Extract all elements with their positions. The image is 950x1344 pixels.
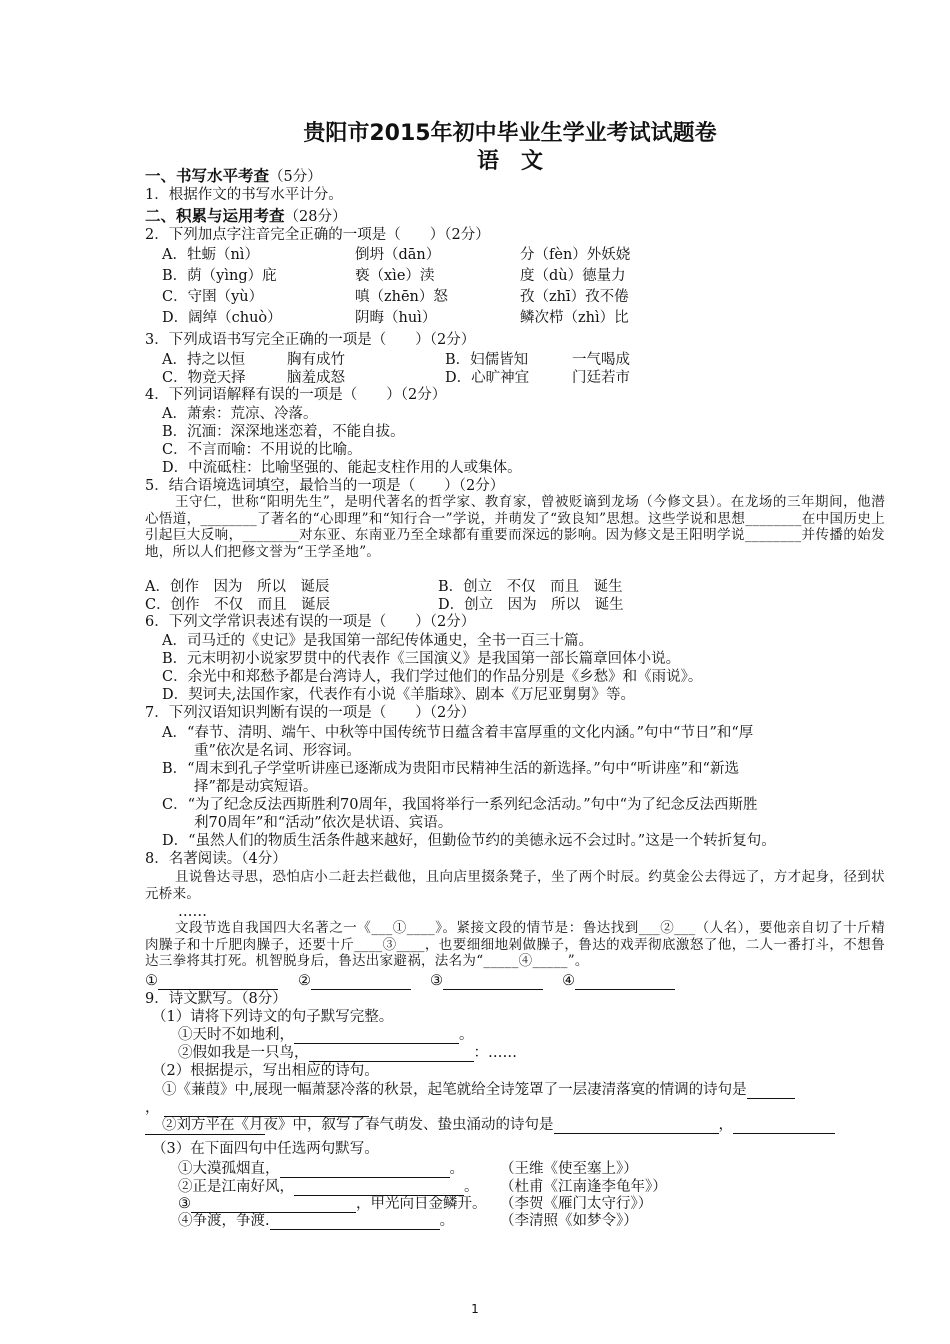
q9-1b-end: ：…… (473, 1045, 517, 1061)
question-7-stem: 7．下列汉语知识判断有误的一项是（ ）（2分） (145, 705, 476, 721)
q7-option-c-cont: 利70周年”和“活动”依次是状语、宾语。 (194, 815, 453, 831)
q4-option-a: A．萧索：荒凉、冷落。 (162, 406, 318, 422)
q9-2a-line2 (145, 1099, 369, 1117)
q9-1b (178, 1044, 517, 1062)
q9-3-line-3-pre: ③ (178, 1196, 191, 1212)
question-5-stem: 5．结合语境选词填空，最恰当的一项是（ ）（2分） (145, 478, 505, 494)
q8-answer-4[interactable] (562, 972, 675, 990)
q9-1a (178, 1026, 474, 1044)
option-a2: 倒坍（dān） (355, 247, 441, 263)
question-1: 1．根据作文的书写水平计分。 (145, 187, 343, 203)
q9-2a (162, 1081, 795, 1099)
q9-2b-blank-2[interactable] (733, 1119, 835, 1134)
q9-3-line-2-source: （杜甫《江南逢李龟年》） (500, 1179, 667, 1195)
q6-option-a: A．司马迁的《史记》是我国第一部纪传体通史，全书一百三十篇。 (162, 633, 593, 649)
q5-option-c: C．创作 不仅 而且 诞辰 (145, 597, 331, 613)
q7-option-b-cont: 择”都是动宾短语。 (194, 779, 318, 795)
q3-option-d: D．心旷神宜 (445, 370, 530, 386)
q3-option-d-2: 门廷若市 (572, 370, 630, 386)
q3-option-a: A．持之以恒 (162, 352, 245, 368)
q9-part-1: （1）请将下列诗文的句子默写完整。 (152, 1009, 394, 1025)
q8-answer-4-label: ④ (562, 973, 575, 989)
option-d1: D．阔绰（chuò） (162, 310, 282, 326)
option-c2: 嗔（zhēn）怒 (355, 289, 448, 305)
section-1-score: （5分） (269, 169, 322, 185)
section-2-title: 二、积累与运用考查 (145, 207, 285, 225)
section-2-score: （28分） (284, 209, 347, 225)
option-b2: 亵（xìe）渎 (355, 268, 435, 284)
q6-option-d: D．契诃夫,法国作家，代表作有小说《羊脂球》、剧本《万尼亚舅舅》等。 (162, 687, 635, 703)
q9-3-line-4-source: （李清照《如梦令》） (500, 1213, 638, 1229)
question-9-stem: 9．诗文默写。（8分） (145, 991, 287, 1007)
q9-2a-text: ①《蒹葭》中,展现一幅萧瑟冷落的秋景，起笔就给全诗笼罩了一层凄清落寞的情调的诗句是 (162, 1082, 747, 1098)
q9-2b-comma: ， (718, 1117, 733, 1133)
q4-option-c: C．不言而喻：不用说的比喻。 (162, 442, 362, 458)
q9-3-line-2-blank[interactable] (294, 1181, 464, 1196)
option-a3: 分（fèn）外妖娆 (520, 247, 631, 263)
q8-answer-2-label: ② (298, 973, 311, 989)
q8-answer-3-label: ③ (430, 973, 443, 989)
q8-answer-1[interactable] (145, 972, 278, 990)
q9-3-line-3-source: （李贺《雁门太守行》） (500, 1196, 653, 1212)
q9-3-line-1-pre: ①大漠孤烟直， (178, 1161, 280, 1177)
option-d2: 阴晦（huì） (355, 310, 437, 326)
q4-option-b: B．沉湎：深深地迷恋着，不能自拔。 (162, 424, 405, 440)
q3-option-b-2: 一气喝成 (572, 352, 630, 368)
q9-3-line-3 (178, 1195, 487, 1213)
q9-3-line-2 (178, 1178, 479, 1196)
option-c1: C．守圉（yù） (162, 289, 264, 305)
q9-2b-text: ②刘方平在《月夜》中，叙写了春气萌发、蛰虫涌动的诗句是 (162, 1117, 554, 1133)
q9-3-line-1-blank[interactable] (280, 1163, 450, 1178)
q3-option-a-2: 胸有成竹 (287, 352, 345, 368)
q9-2b (162, 1116, 835, 1134)
q9-2b-blank-3[interactable] (145, 1133, 265, 1135)
q9-2a-blank-1[interactable] (747, 1084, 795, 1099)
question-3-stem: 3．下列成语书写完全正确的一项是（ ）（2分） (145, 332, 476, 348)
q9-3-line-4-blank[interactable] (270, 1215, 440, 1230)
q5-option-a: A．创作 因为 所以 诞辰 (145, 579, 330, 595)
section-1-heading (145, 167, 322, 186)
option-a1: A．牡蛎（nì） (162, 247, 259, 263)
section-2-heading (145, 207, 346, 226)
q9-3-line-1-post: 。 (449, 1161, 464, 1177)
page-number: 1 (471, 1302, 479, 1316)
q6-option-b: B．元末明初小说家罗贯中的代表作《三国演义》是我国第一部长篇章回体小说。 (162, 651, 681, 667)
q3-option-c: C．物竞天择 (162, 370, 246, 386)
q9-3-line-2-pre: ②正是江南好风， (178, 1179, 294, 1195)
q9-2a-blank-2[interactable] (164, 1102, 369, 1117)
q9-3-line-3-blank[interactable] (191, 1198, 356, 1213)
q9-3-line-3-post: ，甲光向日金鳞开。 (356, 1196, 487, 1212)
q8-passage: 文段节选自我国四大名著之一《___①____》。紧接文段的情节是：鲁达找到___②___（人名），要他亲自切了十斤精肉臊子和十斤肥肉臊子，还要十斤____③____，也要细细地剁做臊子，鲁达的戏弄彻底激怒了他，二人一番打斗，不想鲁达三拳将其打死。机智脱身后，鲁达出家避祸，法名为“_____④_____”。 (145, 920, 885, 969)
q7-option-b: B．“周末到孔子学堂听讲座已逐渐成为贵阳市民精神生活的新选择。”句中“听讲座”和“新选 (162, 761, 739, 777)
q9-3-line-2-post: 。 (464, 1179, 479, 1195)
q7-option-c: C．“为了纪念反法西斯胜利70周年，我国将举行一系列纪念活动。”句中“为了纪念反法西斯胜 (162, 797, 758, 813)
q8-answer-2[interactable] (298, 972, 411, 990)
q3-option-b: B．妇儒皆知 (445, 352, 529, 368)
q8-ellipsis: …… (178, 904, 207, 920)
q4-option-d: D．中流砥柱：比喻坚强的、能起支柱作用的人或集体。 (162, 460, 522, 476)
q9-1a-blank[interactable] (294, 1029, 459, 1044)
q9-part-2: （2）根据提示，写出相应的诗句。 (152, 1063, 379, 1079)
q9-2a-comma: ， (145, 1100, 160, 1116)
q5-option-d: D．创立 因为 所以 诞生 (438, 597, 624, 613)
page-title: 贵阳市2015年初中毕业生学业考试试题卷 (303, 121, 717, 146)
q9-3-line-1-source: （王维《使至塞上》） (500, 1161, 638, 1177)
q9-3-line-1 (178, 1160, 464, 1178)
q8-answer-3[interactable] (430, 972, 543, 990)
q8-excerpt: 且说鲁达寻思，恐怕店小二赶去拦截他，且向店里掇条凳子，坐了两个时辰。约莫金公去得远了，方才起身，径到状元桥来。 (145, 869, 885, 902)
q3-option-c-2: 脑羞成怒 (287, 370, 345, 386)
q5-option-b: B．创立 不仅 而且 诞生 (438, 579, 623, 595)
question-4-stem: 4．下列词语解释有误的一项是（ ）（2分） (145, 387, 447, 403)
q9-1a-text: ①天时不如地利， (178, 1027, 294, 1043)
q6-option-c: C．余光中和郑愁予都是台湾诗人，我们学过他们的作品分别是《乡愁》和《雨说》。 (162, 669, 703, 685)
question-6-stem: 6．下列文学常识表述有误的一项是（ ）（2分） (145, 614, 476, 630)
q9-2b-blank-1[interactable] (554, 1119, 719, 1134)
option-c3: 孜（zhī）孜不倦 (520, 289, 629, 305)
subject-title: 语 文 (476, 149, 543, 174)
option-b1: B．荫（yìng）庇 (162, 268, 277, 284)
q9-1b-text: ②假如我是一只鸟， (178, 1045, 309, 1061)
q9-3-line-4 (178, 1212, 454, 1230)
q7-option-a: A．“春节、清明、端午、中秋等中国传统节日蕴含着丰富厚重的文化内涵。”句中“节日”和“厚 (162, 725, 754, 741)
q9-1b-blank[interactable] (309, 1047, 474, 1062)
question-2-stem: 2．下列加点字注音完全正确的一项是（ ）（2分） (145, 227, 490, 243)
q9-1a-end: 。 (459, 1027, 474, 1043)
q9-3-line-4-post: 。 (439, 1213, 455, 1229)
q9-3-line-4-pre: ④争渡，争渡. (178, 1213, 270, 1229)
section-1-title: 一、书写水平考查 (145, 167, 270, 185)
question-8-stem: 8．名著阅读。（4分） (145, 851, 287, 867)
q9-part-3: （3）在下面四句中任选两句默写。 (152, 1141, 379, 1157)
option-d3: 鳞次栉（zhì）比 (520, 310, 629, 326)
q8-answer-1-label: ① (145, 973, 158, 989)
q7-option-d: D．“虽然人们的物质生活条件越来越好，但勤俭节约的美德永远不会过时。”这是一个转折复句。 (162, 833, 776, 849)
q7-option-a-cont: 重”依次是名词、形容词。 (194, 743, 361, 759)
option-b3: 度（dù）德量力 (520, 268, 626, 284)
q5-passage: 王守仁，世称“阳明先生”，是明代著名的哲学家、教育家，曾被贬谪到龙场（今修文县）。在龙场的三年期间，他潜心悟道，________了著名的“心即理”和“知行合一”学说，并萌发了“致良知”思想。这些学说和思想________在中国历史上引起巨大反响，________对东亚、东南亚乃至全球都有重要而深远的影响。因为修文是王阳明学说________并传播的始发地，所以人们把修文誉为“王学圣地”。 (145, 494, 885, 560)
